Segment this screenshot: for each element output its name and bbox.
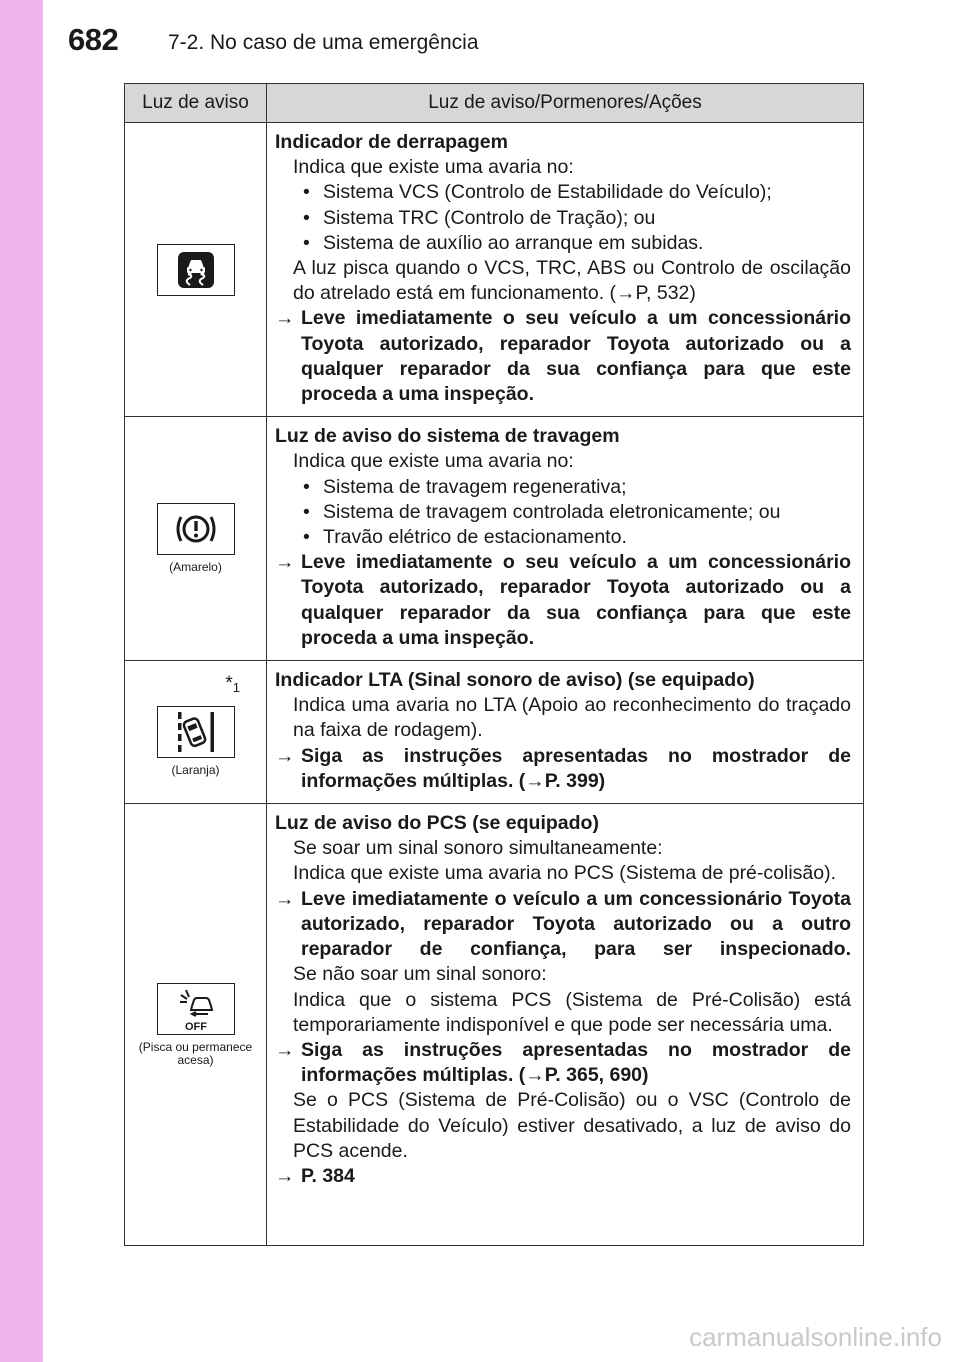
icon-cell bbox=[125, 661, 267, 804]
column-header-warning-light: Luz de aviso bbox=[125, 84, 267, 123]
skid-indicator-icon bbox=[157, 244, 235, 296]
action-text: → Siga as instruções apresentadas no mostrador de informações múltiplas. (→P. 365, 690) bbox=[275, 1038, 851, 1088]
icon-color-note: (Amarelo) bbox=[169, 560, 222, 575]
note-text: A luz pisca quando o VCS, TRC, ABS ou Controlo de oscilação do atrelado está em funcionamento. (→P, 532) bbox=[293, 257, 851, 305]
list-item: • Travão elétrico de estacionamento. bbox=[303, 526, 627, 549]
action-text: → Leve imediatamente o seu veículo a um concessionário Toyota autorizado, reparador Toyota autorizado ou a qualquer reparador da sua confiança para que este proceda a uma inspeção. bbox=[275, 306, 851, 407]
lta-indicator-icon bbox=[157, 706, 235, 758]
body-text: Se o PCS (Sistema de Pré-Colisão) ou o VSC (Controlo de Estabilidade do Veículo) estiver desativado, a luz de aviso do PCS acende. bbox=[293, 1089, 851, 1162]
intro-text: Indica que existe uma avaria no: bbox=[293, 450, 574, 473]
description-cell bbox=[267, 417, 864, 661]
intro-text: Indica uma avaria no LTA (Apoio ao reconhecimento do traçado na faixa de rodagem). bbox=[293, 694, 851, 742]
page-number: 682 bbox=[68, 22, 119, 57]
pcs-off-icon bbox=[157, 983, 235, 1035]
arrow-icon: → bbox=[275, 1038, 295, 1061]
intro-text: Indica que existe uma avaria no: bbox=[293, 156, 574, 179]
watermark: carmanualsonline.info bbox=[689, 1322, 942, 1352]
body-text: Indica que o sistema PCS (Sistema de Pré-Colisão) está temporariamente indisponível e que pode ser necessária uma. bbox=[293, 988, 851, 1036]
icon-color-note: (Laranja) bbox=[171, 762, 220, 777]
condition-text: Se soar um sinal sonoro simultaneamente: bbox=[293, 837, 663, 860]
chapter-side-band bbox=[0, 0, 43, 1362]
icon-off-label: OFF bbox=[184, 1020, 207, 1032]
action-text: → Leve imediatamente o veículo a um concessionário Toyota autorizado, reparador Toyota autorizado ou a outro reparador de confiança, para ser inspecionado. bbox=[275, 887, 851, 963]
light-title: Luz de aviso do sistema de travagem bbox=[275, 425, 620, 448]
icon-color-note: (Pisca ou permanece acesa) bbox=[138, 1039, 253, 1067]
table-row bbox=[125, 417, 864, 661]
action-text: → Leve imediatamente o seu veículo a um concessionário Toyota autorizado, reparador Toyota autorizado ou a qualquer reparador da sua confiança para que este proceda a uma inspeção. bbox=[275, 550, 851, 651]
arrow-icon: → bbox=[275, 887, 295, 910]
list-item: • Sistema TRC (Controlo de Tração); ou bbox=[303, 206, 656, 229]
brake-warning-icon bbox=[157, 503, 235, 555]
icon-cell bbox=[125, 804, 267, 1246]
list-item: • Sistema de travagem controlada eletronicamente; ou bbox=[303, 500, 781, 523]
arrow-icon: → bbox=[275, 551, 295, 574]
light-title: Indicador de derrapagem bbox=[275, 131, 508, 153]
light-title: Indicador LTA (Sinal sonoro de aviso) (se equipado) bbox=[275, 669, 755, 692]
action-text: → Siga as instruções apresentadas no mostrador de informações múltiplas. (→P. 399) bbox=[275, 744, 851, 794]
table-header-row bbox=[125, 84, 864, 123]
description-cell bbox=[267, 123, 864, 417]
arrow-icon: → bbox=[275, 307, 295, 330]
list-item: • Sistema de auxílio ao arranque em subidas. bbox=[303, 231, 704, 254]
warning-lights-table bbox=[124, 83, 864, 1246]
footnote-mark: $*_1$ bbox=[225, 673, 240, 696]
table-row bbox=[125, 661, 864, 804]
description-cell bbox=[267, 661, 864, 804]
icon-cell bbox=[125, 123, 267, 417]
table-row bbox=[125, 123, 864, 417]
action-text: → P. 384 bbox=[275, 1164, 851, 1189]
arrow-icon: → bbox=[275, 744, 295, 767]
list-item: • Sistema de travagem regenerativa; bbox=[303, 475, 627, 498]
section-title: 7-2. No caso de uma emergência bbox=[168, 31, 479, 54]
column-header-details: Luz de aviso/Pormenores/Ações bbox=[267, 84, 864, 123]
description-cell bbox=[267, 804, 864, 1246]
icon-cell bbox=[125, 417, 267, 661]
table-row bbox=[125, 804, 864, 1246]
arrow-icon: → bbox=[275, 1164, 295, 1187]
body-text: Indica que existe uma avaria no PCS (Sistema de pré-colisão). bbox=[293, 862, 837, 885]
light-title: Luz de aviso do PCS (se equipado) bbox=[275, 812, 599, 835]
list-item: • Sistema VCS (Controlo de Estabilidade do Veículo); bbox=[303, 181, 772, 204]
condition-text: Se não soar um sinal sonoro: bbox=[293, 963, 547, 986]
